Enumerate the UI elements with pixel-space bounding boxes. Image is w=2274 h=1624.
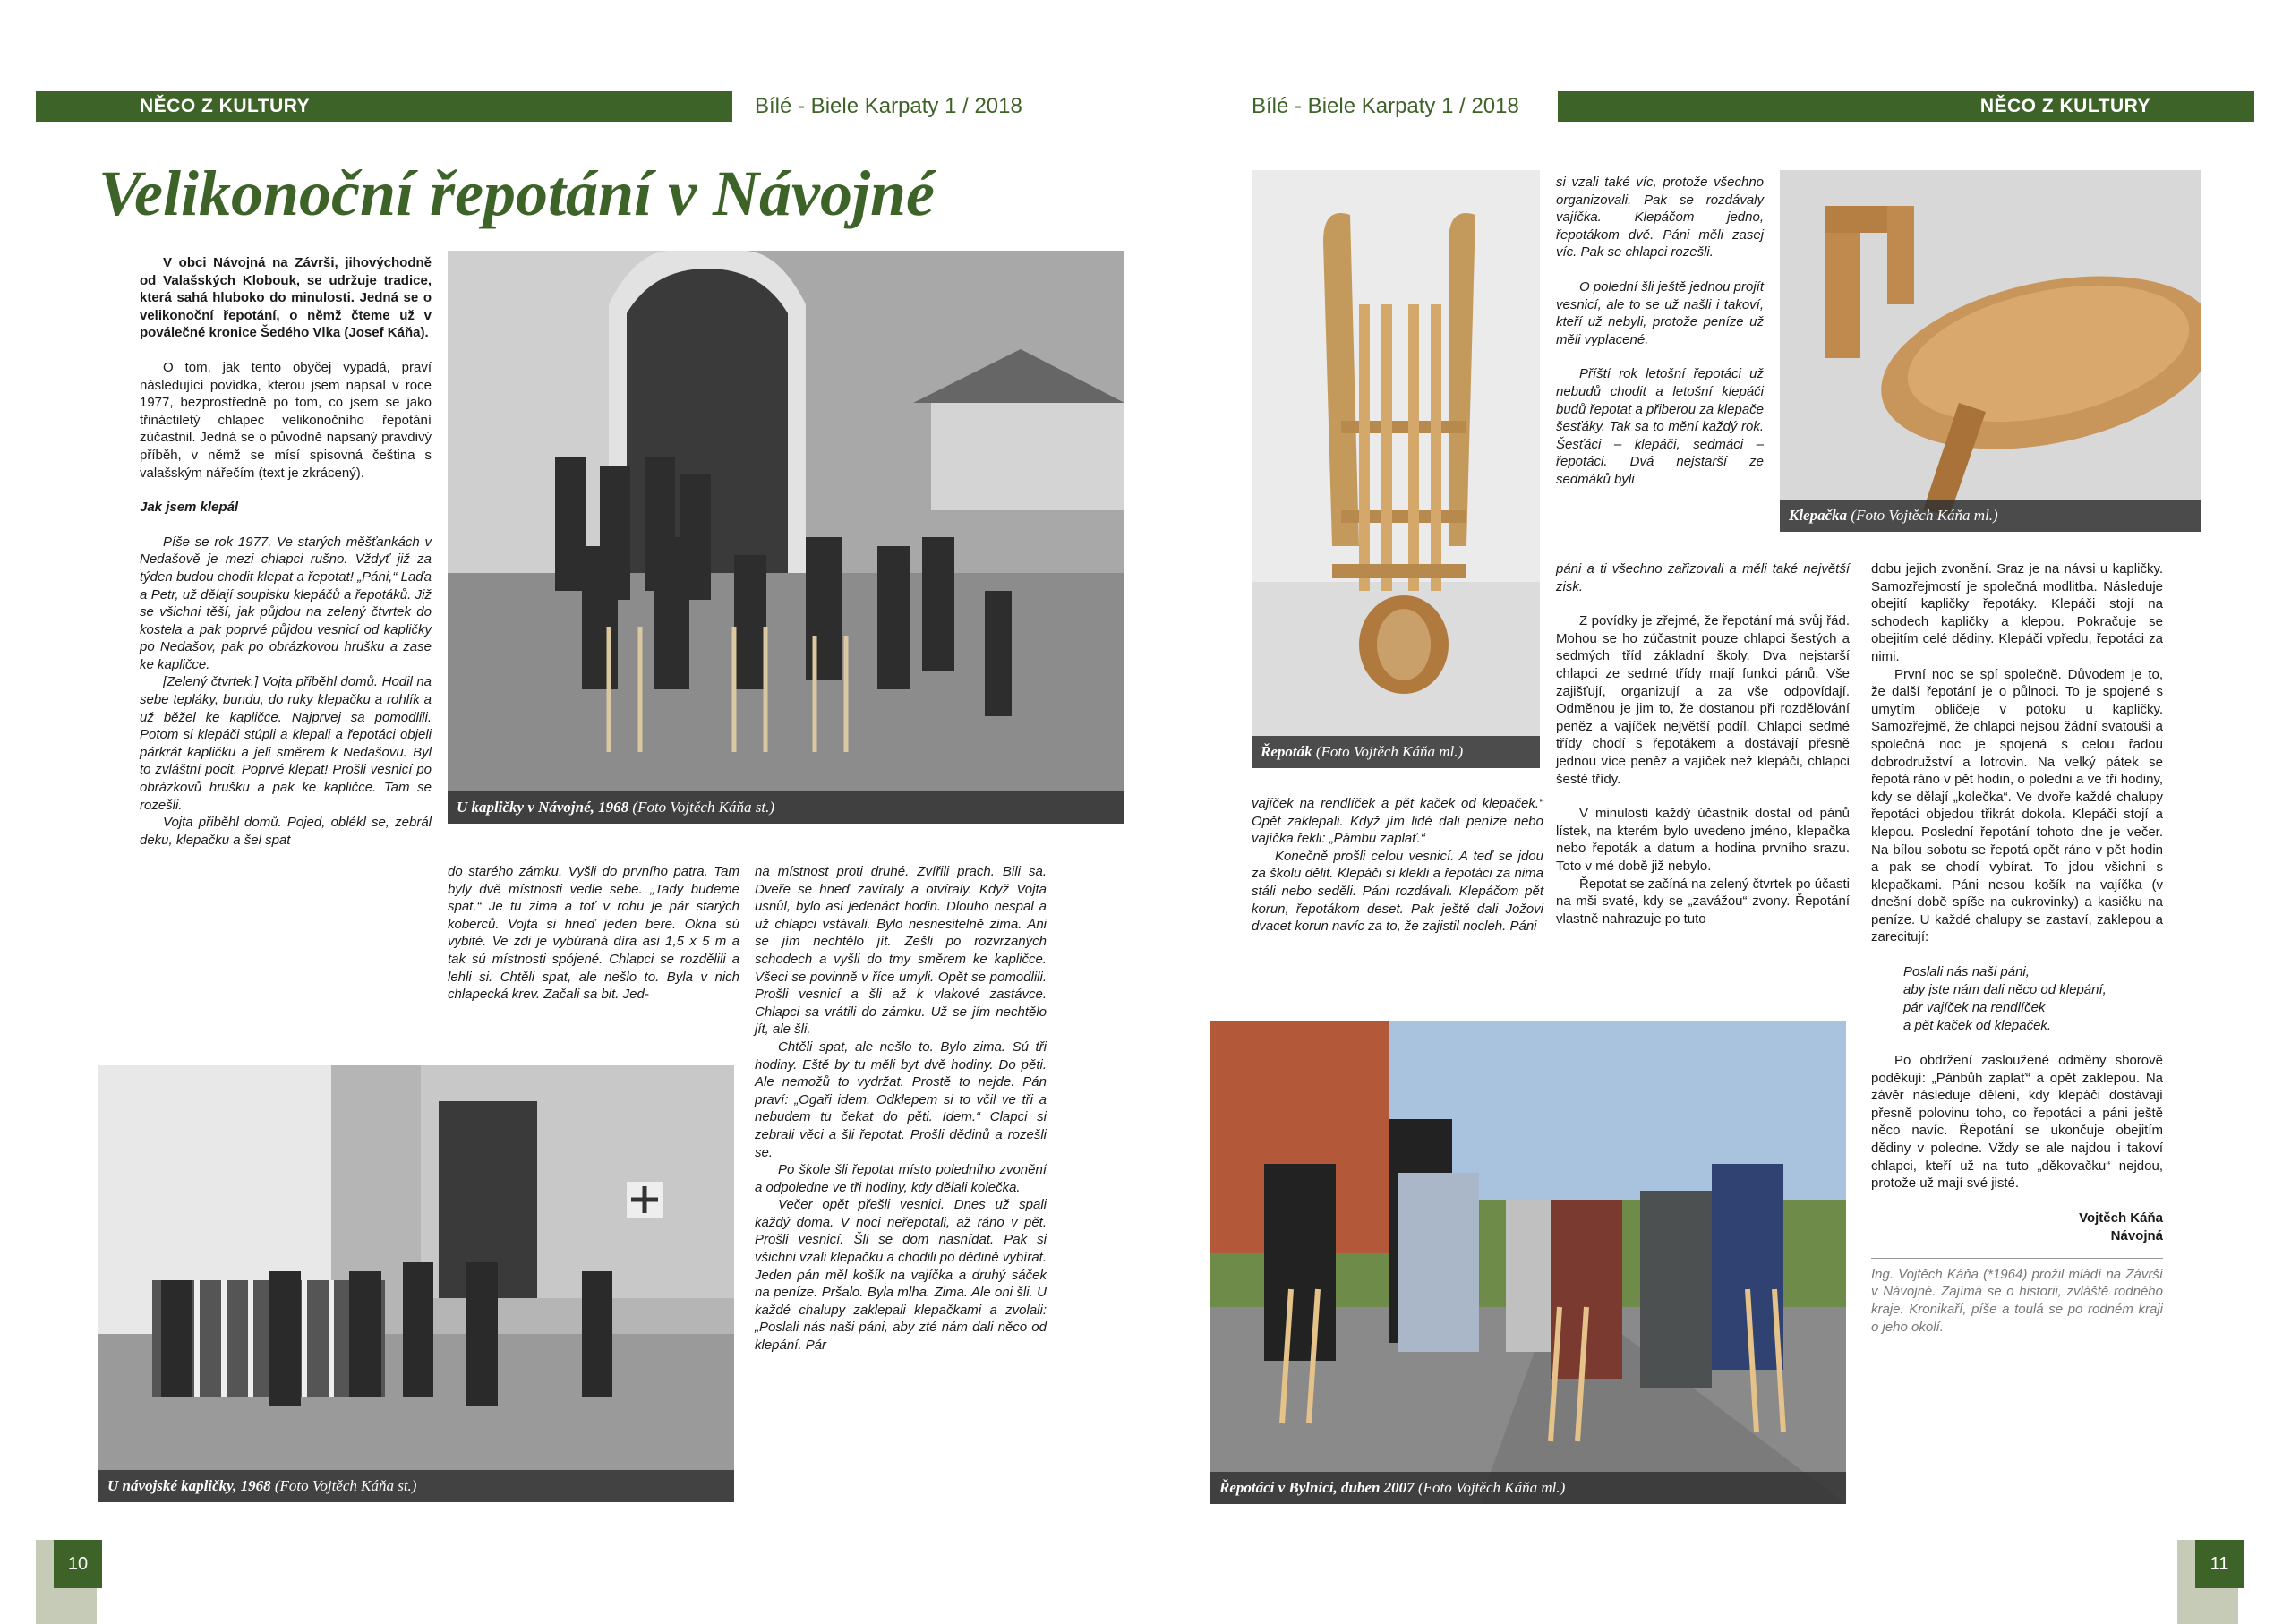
left-column-3 xyxy=(755,863,1047,1355)
photo-chapel-boys-1968 xyxy=(98,1065,734,1502)
right-column-2-p1: dobu jejich zvonění. Sraz je na návsi u kapličky. Samozřejmostí je společná modlitba. Následuje obejití kapličky řepotáky. Klepáči stojí na schodech kapličky a klepou. Pokračuje se obejitím celé dědiny. Klepáči vpředu, řepotáci za nimi. xyxy=(1871,561,2163,664)
photo-klepacka xyxy=(1780,170,2201,532)
right-left-column xyxy=(1252,795,1543,936)
photo-caption-2-credit: (Foto Vojtěch Káňa st.) xyxy=(274,1477,417,1494)
right-column-2-p2: První noc se spí společně. Důvodem je to, že další řepotání je o půlnoci. To je spojené s umytím obličeje v potoku u kapličky. Samozřejmě, že chlapci nejsou žádní svatouši a společná noc je spojená s celou řadou dobrodružství a lotrovin. Na velký pátek se řepotá ráno v pět hodin, o poledni a ve tři hodiny, kdy se dělají „kolečka“. Ve dvoře každé chalupy řepotáci objedou třikrát dokola. Klepáči stojí a klepou. Poslední řepotání tohoto dne je večer. Na bílou sobotu se řepotá opět ráno v pět hodin a pak se chodí vybírat. To jdou všichni s klepačkami. Páni nesou košík na vajíčka (v dnešní době spíše na cukrovinky) a kasičku na peníze. U každé chalupy se zastaví, zaklepou a zarecitují: xyxy=(1871,666,2163,945)
left-column-2 xyxy=(448,863,739,1004)
story-title: Jak jsem klepál xyxy=(140,500,239,516)
right-column-1-p1: si vzali také víc, protože všechno organizovali. Pak se rozdávaly vajíčka. Klepáčom jedno, řepotákom dvě. Páni měli zasej víc. Pak se chlapci rozešli. xyxy=(1556,175,1764,261)
verse-line: pár vajíček na rendlíček xyxy=(1903,1000,2046,1016)
right-left-column-p1: vajíček na rendlíček a pět kaček od klepaček.“ Opět zaklepali. Když jím lidé dali peníze nebo vajíčka řekli: „Pámbu zaplať.“ xyxy=(1252,796,1543,847)
chapel-illustration xyxy=(448,251,1124,824)
photo-caption-5-title: Řepotáci v Bylnici, duben 2007 xyxy=(1219,1479,1415,1496)
bio-divider xyxy=(1871,1258,2163,1259)
story-paragraph-2: [Zelený čtvrtek.] Vojta přiběhl domů. Hodil na sebe tepláky, bundu, do ruky klepačku a rohlík a už běžel ke kapličce. Najprvej sa pomodlili. Potom si klepáči stúpli a klepali a řepotáci objeli párkrát kapličku a jeli směrem k Nedašovu. Byl to zvláštní pocit. Poprvé klepat! Prošli vesnicí po obrázkovů hrušku a pak ke kapličce. Tam se rozešli. xyxy=(140,674,432,813)
right-column-1-bottom xyxy=(1556,560,1850,927)
right-column-1-cont: páni a ti všechno zařizovali a měli také největší zisk. xyxy=(1556,561,1850,594)
section-label-right: NĚCO Z KULTURY xyxy=(1979,96,2150,116)
article-intro: O tom, jak tento obyčej vypadá, praví následující povídka, kterou jsem napsal v roce 1977, bezprostředně po tom, co jsem se jako třináctiletý chlapec velikonočního řepotání zúčastnil. Jedná se o původně napsaný pravdivý příběh, v němž se mísí spisovná čeština s valašským nářečím (text je zkrácený). xyxy=(140,359,432,481)
author-name: Vojtěch Káňa xyxy=(2079,1209,2163,1226)
right-column-1-p4: Z povídky je zřejmé, že řepotání má svůj řád. Mohou se ho zúčastnit pouze chlapci šestých a sedmých tříd základní školy. Dva nejstarší chlapci ze sedmé třídy mají funkci pánů. Vše zajišťují, organizují a za vše odpovídají. Odměnou je jim to, že dostanou při rozdělování peněz a vajíček největší podíl. Chlapci sedmé třídy chodí s řepotákem a dostávají přesně jednou více peněz a vajíček než klepáči, chlapci šesté třídy. xyxy=(1556,613,1850,787)
verse-line: a pět kaček od klepaček. xyxy=(1903,1018,2052,1034)
photo-caption-2-title: U návojské kapličky, 1968 xyxy=(107,1477,271,1494)
photo-caption-3-credit: (Foto Vojtěch Káňa ml.) xyxy=(1315,743,1464,760)
verse xyxy=(1871,963,2163,1035)
verse-line: aby jste nám dali něco od klepání, xyxy=(1903,982,2107,998)
right-column-1-p5: V minulosti každý účastník dostal od pánů lístek, na kterém bylo uvedeno jméno, klepačka nebo řepoták a datum a hodina prvního srazu. Toto v mé době již nebylo. xyxy=(1556,806,1850,874)
left-column-3-p4: Večer opět přešli vesnici. Dnes už spali každý doma. V noci neřepotali, až ráno v pět. Prošli vesnicí. Šli se dom nasnídat. Pak si všichni vzali klepačku a chodili po dědině vybírat. Jeden pán měl košík na vajíčka a druhý sáček na peníze. Pršalo. Byla mlha. Zima. Ale oni šli. U každé chalupy zaklepali klepačkami a zvolali: „Poslali nás naši páni, aby zté nám dali něco od klepání. Pár xyxy=(755,1197,1047,1354)
right-left-column-p2: Konečně prošli celou vesnicí. A teď se jdou za školu dělit. Klepáči si klekli a řepotáci za nima stáli nebo seděli. Páni rozdávali. Klepáčom pět korun, řepotákom deset. Pak ještě dali Jožovi dvacet korun navíc za to, že zajistil nocleh. Páni xyxy=(1252,848,1543,935)
author-place: Návojná xyxy=(2110,1227,2163,1244)
photo-caption-5-credit: (Foto Vojtěch Káňa ml.) xyxy=(1417,1479,1566,1496)
klepacka-illustration xyxy=(1780,170,2201,532)
photo-repotaci-bylnice xyxy=(1210,1021,1846,1504)
story-paragraph-3: Vojta přiběhl domů. Pojed, oblékl se, zebrál deku, klepačku a šel spat xyxy=(140,815,432,848)
photo-caption-2 xyxy=(98,1470,734,1502)
story-paragraph-1: Píše se rok 1977. Ve starých měšťankách v Nedašově je mezi chlapci rušno. Vždyť již za týden budou chodit klepat a řepotat! „Páni,“ Laďa a Petr, už dělají soupisku klepáčů a řepotáků. Již se všichni těší, jak půjdou na zelený čtvrtek do kostela a pak poprvé půjdou vesnicí od kapličky po Nedašov, pak po obrázkovou hrušku a zase ke kapličce. xyxy=(140,534,432,672)
photo-caption-1-title: U kapličky v Návojné, 1968 xyxy=(457,799,629,816)
section-bar-right xyxy=(1558,91,2254,122)
right-column-1-p2: O polední šli ještě jednou projít vesnicí, ale to se už našli i takoví, kteří už nebyli, protože peníze už měli vyplacené. xyxy=(1556,278,1764,347)
right-column-2-p3: Po obdržení zasloužené odměny sborově poděkují: „Pánbůh zaplať“ a opět zaklepou. Na závěr následuje dělení, kdy klepáči dostávají přesně polovinu toho, co řepotáci a páni ještě něco navíc. Řepotání se ukončuje obejitím dědiny v poledne. Vždy se ale najdou i takoví chlapci, kteří už na tuto „děkovačku“ nejdou, protože už mají své jisté. xyxy=(1871,1053,2163,1192)
section-label-left: NĚCO Z KULTURY xyxy=(140,96,311,116)
repotaci-illustration xyxy=(1210,1021,1846,1504)
article-title: Velikonoční řepotání v Návojné xyxy=(98,158,935,229)
photo-caption-3 xyxy=(1252,736,1540,768)
photo-repotak xyxy=(1252,170,1540,768)
repotak-illustration xyxy=(1252,170,1540,768)
left-column-1 xyxy=(140,254,432,849)
photo-caption-4 xyxy=(1780,500,2201,532)
author-bio: Ing. Vojtěch Káňa (*1964) prožil mládí na Závrší v Návojné. Zajímá se o historii, zvláště rodného kraje. Kronikaří, píše a toulá se po rodném kraji o jeho okolí. xyxy=(1871,1266,2163,1335)
left-column-3-p3: Po škole šli řepotat místo poledního zvonění a odpoledne ve tři hodiny, kdy dělali kolečka. xyxy=(755,1162,1047,1195)
photo-caption-1-credit: (Foto Vojtěch Káňa st.) xyxy=(632,799,775,816)
right-column-1-top xyxy=(1556,174,1764,489)
left-column-2-text: do starého zámku. Vyšli do prvního patra. Tam byly dvě místnosti vedle sebe. „Tady budeme spat.“ Je tu zima a toť v rohu je pár starých koberců. Vojta si hneď jeden bere. Okna sú vybité. Ve zdi je vybúraná díra asi 1,5 x 5 m a tak sú místnosti spójené. Chlapci se rozdělili a lehli si. Chtěli spat, ale nešlo to. Byla v nich chlapecká krev. Začali sa bit. Jed- xyxy=(448,864,739,1003)
chapel-boys-illustration xyxy=(98,1065,734,1502)
photo-chapel-1968 xyxy=(448,251,1124,824)
photo-caption-4-credit: (Foto Vojtěch Káňa ml.) xyxy=(1851,507,1998,524)
right-column-2 xyxy=(1871,560,2163,1336)
magazine-label-left: Bílé - Biele Karpaty 1 / 2018 xyxy=(755,94,1022,118)
verse-line: Poslali nás naši páni, xyxy=(1903,964,2030,980)
magazine-label-right: Bílé - Biele Karpaty 1 / 2018 xyxy=(1252,94,1519,118)
section-bar-left xyxy=(36,91,732,122)
photo-caption-1 xyxy=(448,791,1124,824)
page-number-left: 10 xyxy=(54,1540,102,1588)
left-column-3-p1: na místnost proti druhé. Zvířili prach. Bili sa. Dveře se hneď zavíraly a otvíraly. Když Vojta usnůl, bylo asi jedenáct hodin. Dlouho nespal a už chlapci vstávali. Bylo nesnesitelně zima. Ani se jím nechtělo jít. Zešli po rozvrzaných schodech a vyšli do tmy směrem ke kapličce. Všeci se povinně v říce umyli. Opět se pomodlili. Prošli vesnicí a šli až k vlakové zastávce. Chlapci sa vrátili do zámku. Už se jím nechtělo jít, ale šli. xyxy=(755,864,1047,1038)
left-column-3-p2: Chtěli spat, ale nešlo to. Bylo zima. Sú tři hodiny. Eště by tu měli byt dvě hodiny. Do pěti. Ale nemožů to vydržat. Prostě to nejde. Pán praví: „Ogaři idem. Odklepem si to včil ve tři a nebudem tu čekat do pěti. Idem.“ Clapci si zebrali věci a šli řepotat. Prošli dědinů a rozešli se. xyxy=(755,1039,1047,1160)
right-column-1-p3: Příští rok letošní řepotáci už nebudů chodit a letošní klepáči budů řepotat a přiberou za klepače šesťáky. Tak sa to mění každý rok. Šesťáci – klepáči, sedmáci – řepotáci. Dvá nejstarší ze sedmáků byli xyxy=(1556,366,1764,487)
right-column-1-p6: Řepotat se začíná na zelený čtvrtek po účasti na mši svaté, kdy se „zavážou“ zvony. Řepotání vlastně nahrazuje po tuto xyxy=(1556,876,1850,927)
article-lead: V obci Návojná na Závrši, jihovýchodně od Valašských Klobouk, se udržuje tradice, která sahá hluboko do minulosti. Jedná se o velikonoční řepotání, o němž čteme už v poválečné kronice Šedého Vlka (Josef Káňa). xyxy=(140,255,432,341)
photo-caption-5 xyxy=(1210,1472,1846,1504)
photo-caption-4-title: Klepačka xyxy=(1789,507,1848,524)
page-number-right: 11 xyxy=(2195,1540,2244,1588)
photo-caption-3-title: Řepoták xyxy=(1261,743,1312,760)
